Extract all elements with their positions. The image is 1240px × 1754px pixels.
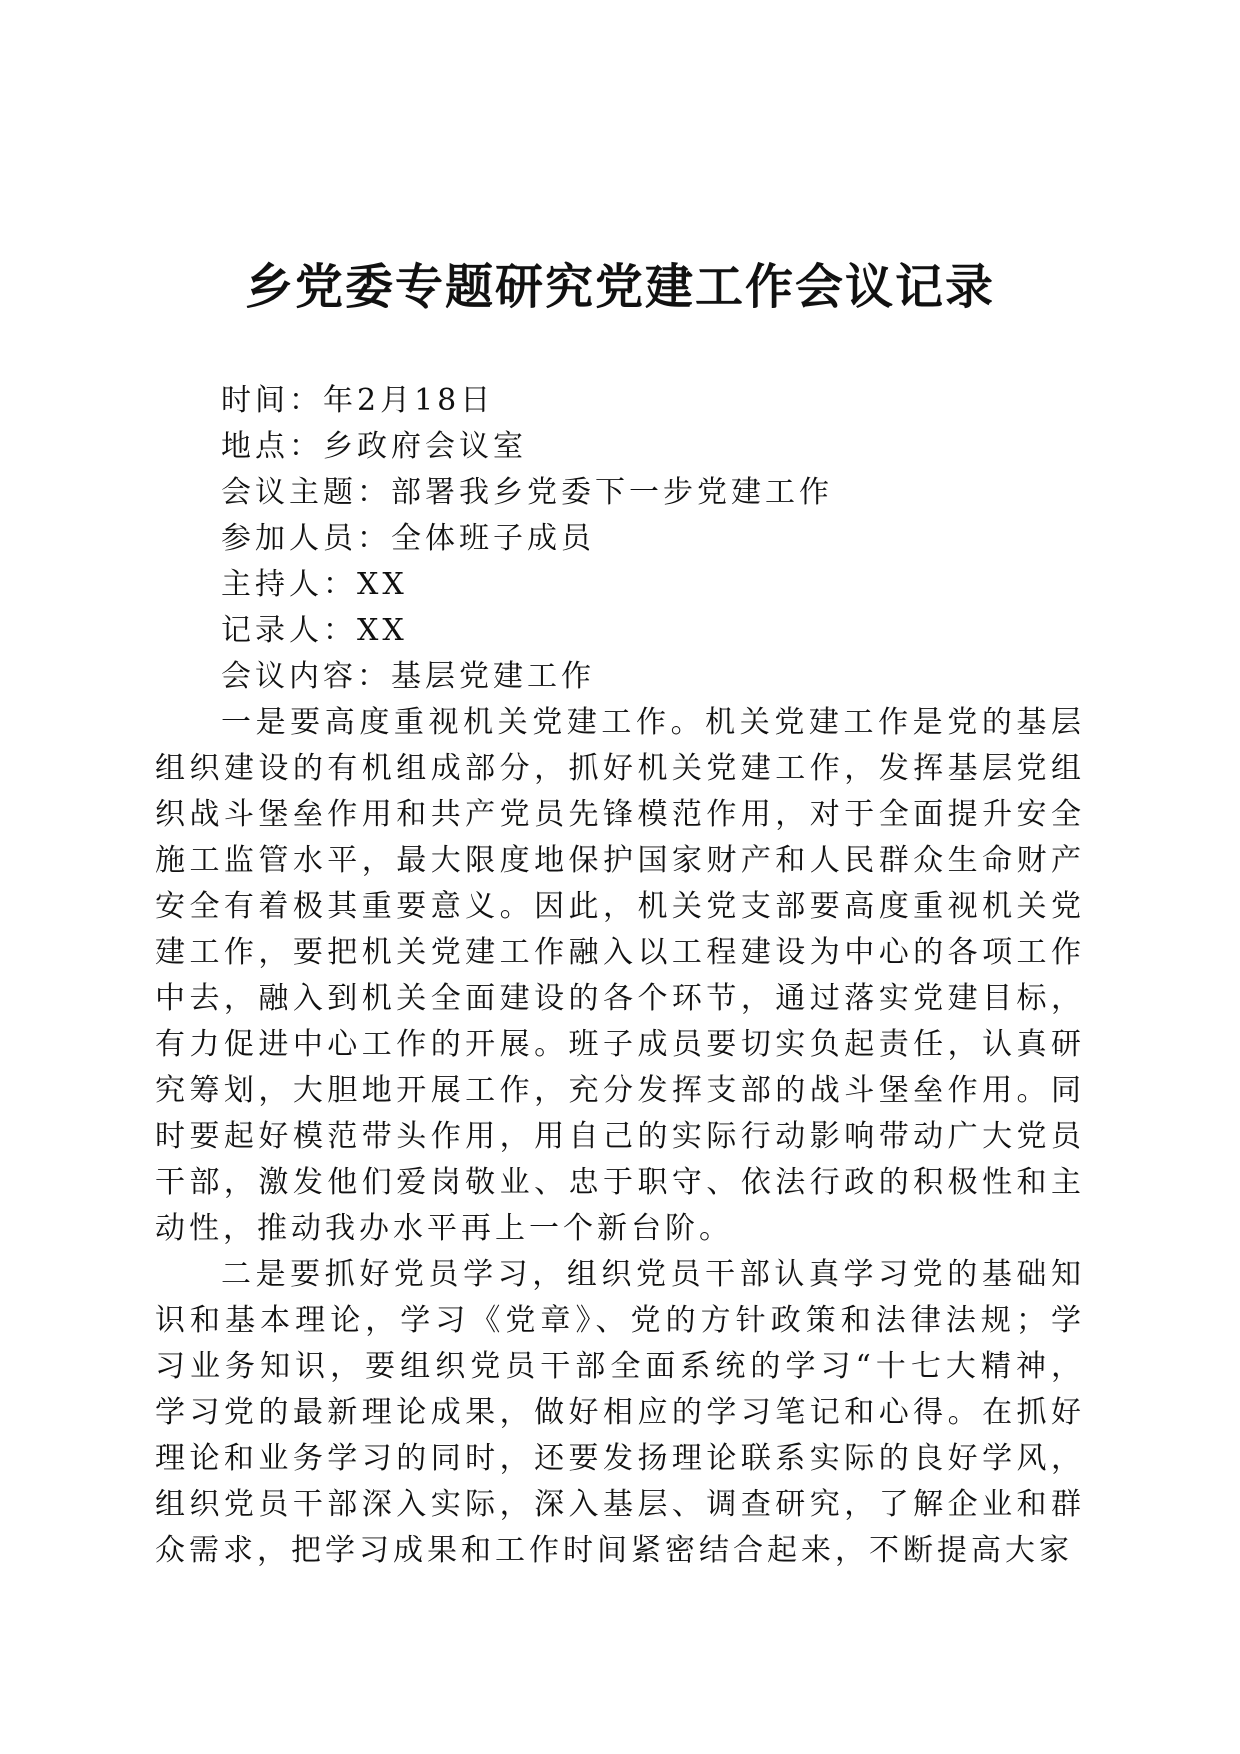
body-paragraph-2: 二是要抓好党员学习，组织党员干部认真学习党的基础知识和基本理论，学习《党章》、党的方针政策和法律法规；学习业务知识，要组织党员干部全面系统的学习“十七大精神，学习党的最新理论成果，做好相应的学习笔记和心得。在抓好理论和业务学习的同时，还要发扬理论联系实际的良好学风，组织党员干部深入实际，深入基层、调查研究，了解企业和群众需求，把学习成果和工作时间紧密结合起来，不断提高大家 <box>155 1257 1085 1568</box>
meta-content <box>155 654 1085 700</box>
body-paragraph-1: 一是要高度重视机关党建工作。机关党建工作是党的基层组织建设的有机组成部分，抓好机关党建工作，发挥基层党组织战斗堡垒作用和共产党员先锋模范作用，对于全面提升安全施工监管水平，最大限度地保护国家财产和人民群众生命财产安全有着极其重要意义。因此，机关党支部要高度重视机关党建工作，要把机关党建工作融入以工程建设为中心的各项工作中去，融入到机关全面建设的各个环节，通过落实党建目标，有力促进中心工作的开展。班子成员要切实负起责任，认真研究筹划，大胆地开展工作，充分发挥支部的战斗堡垒作用。同时要起好模范带头作用，用自己的实际行动影响带动广大党员干部，激发他们爱岗敬业、忠于职守、依法行政的积极性和主动性，推动我办水平再上一个新台阶。 <box>155 705 1085 1246</box>
meta-value: XX <box>357 613 408 648</box>
meta-value: 基层党建工作 <box>391 659 595 694</box>
meta-location <box>155 424 1085 470</box>
meta-value: 部署我乡党委下一步党建工作 <box>391 475 833 510</box>
meta-label: 会议内容： <box>221 659 391 694</box>
meta-time <box>155 378 1085 424</box>
meta-value: 乡政府会议室 <box>323 429 527 464</box>
document-title: 乡党委专题研究党建工作会议记录 <box>244 259 995 315</box>
meta-label: 主持人： <box>221 567 357 602</box>
document-body <box>155 378 1085 1574</box>
meta-value: 全体班子成员 <box>391 521 595 556</box>
meta-label: 记录人： <box>221 613 357 648</box>
meta-label: 地点： <box>221 429 323 464</box>
meta-value: XX <box>357 567 408 602</box>
meta-host <box>155 562 1085 608</box>
meta-topic <box>155 470 1085 516</box>
meta-value: 年2月18日 <box>323 383 495 418</box>
meta-attendees <box>155 516 1085 562</box>
meta-label: 参加人员： <box>221 521 391 556</box>
meta-label: 会议主题： <box>221 475 391 510</box>
meta-recorder <box>155 608 1085 654</box>
meta-label: 时间： <box>221 383 323 418</box>
